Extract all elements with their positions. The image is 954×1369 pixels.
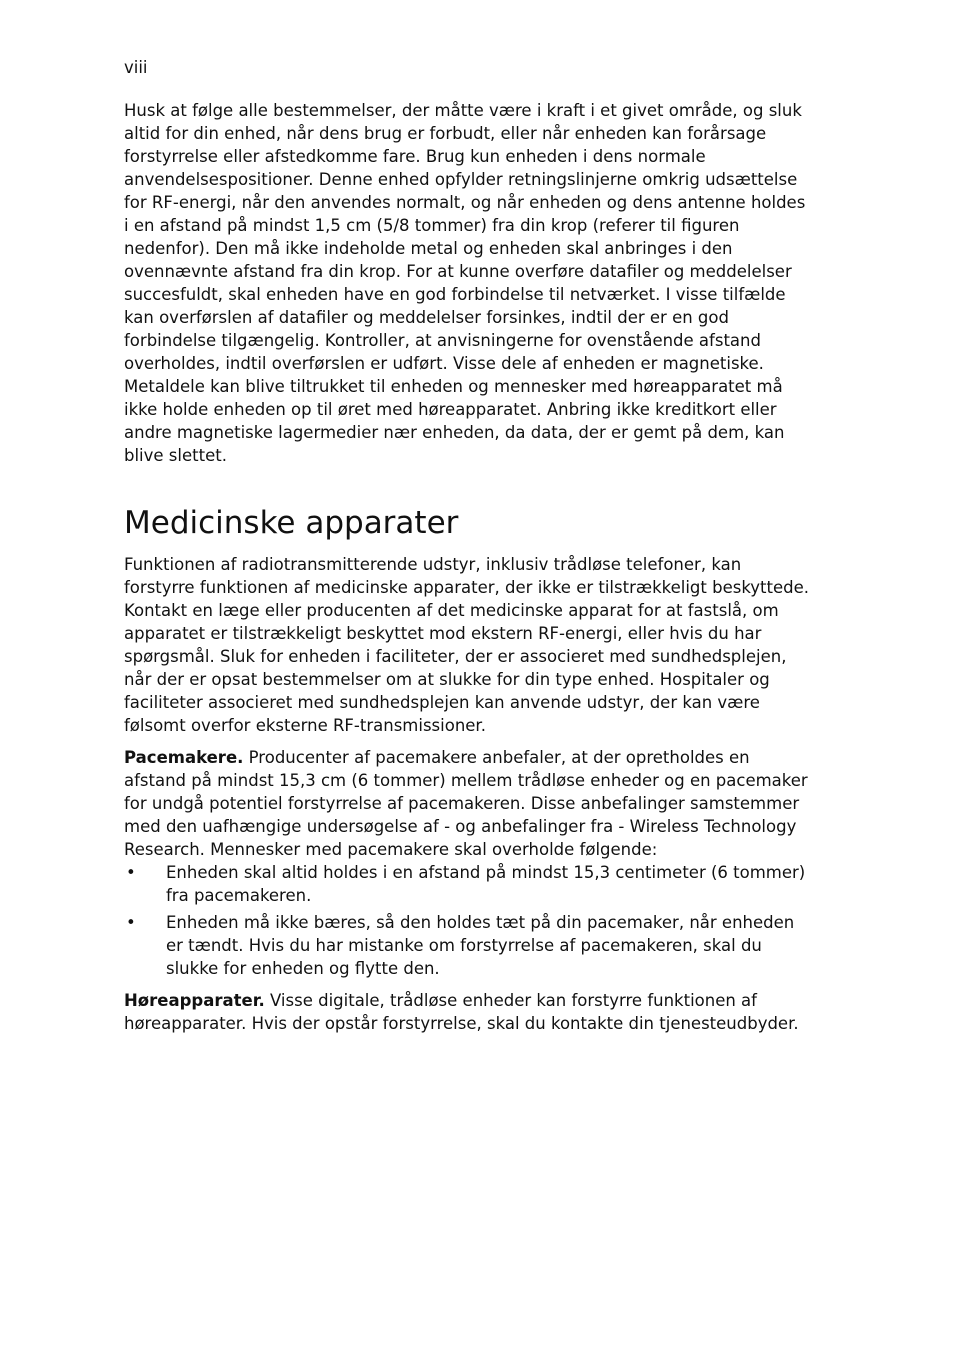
list-item xyxy=(124,861,810,907)
pacemakers-text: Producenter af pacemakere anbefaler, at der opretholdes en afstand på mindst 15,3 cm (6 tommer) mellem trådløse enheder og en pacemaker for undgå potentiel forstyrrelse af pacemakeren. Disse anbefalinger samstemmer med den uafhængige undersøgelse af - og anbefalinger fra - Wireless Technology Research. Mennesker med pacemakere skal overholde følgende: xyxy=(124,748,808,859)
hearing-aids-text: Visse digitale, trådløse enheder kan forstyrre funktionen af høreapparater. Hvis der opstår forstyrrelse, skal du kontakte din tjenesteudbyder. xyxy=(124,991,799,1033)
bullet-text: Enheden må ikke bæres, så den holdes tæt på din pacemaker, når enheden er tændt. Hvis du har mistanke om forstyrrelse af pacemakeren, skal du slukke for enheden og flytte den. xyxy=(166,913,795,978)
bullet-icon: • xyxy=(126,863,136,882)
intro-paragraph: Husk at følge alle bestemmelser, der måtte være i kraft i et givet område, og sluk altid for din enhed, når dens brug er forbudt, eller når enheden kan forårsage forstyrrelse eller afstedkomme fare. Brug kun enheden i dens normale anvendelsespositioner. Denne enhed opfylder retningslinjerne omkrig udsættelse for RF-energi, når den anvendes normalt, og når enheden og dens antenne holdes i en afstand på mindst 1,5 cm (5/8 tommer) fra din krop (referer til figuren nedenfor). Den må ikke indeholde metal og enheden skal anbringes i den ovennævnte afstand fra din krop. For at kunne overføre datafiler og meddelelser succesfuldt, skal enheden have en god forbindelse til netværket. I visse tilfælde kan overførslen af datafiler og meddelelser forsinkes, indtil der er en god forbindelse tilgængelig. Kontroller, at anvisningerne for ovenstående afstand overholdes, indtil overførslen er udført. Visse dele af enheden er magnetiske. Metaldele kan blive tiltrukket til enheden og mennesker med høreapparatet må ikke holde enheden op til øret med høreapparatet. Anbring ikke kreditkort eller andre magnetiske lagermedier nær enheden, da data, der er gemt på dem, kan blive slettet. xyxy=(124,101,806,465)
pacemaker-bullet-list xyxy=(124,861,810,980)
pacemakers-paragraph xyxy=(124,746,810,861)
section-heading: Medicinske apparater xyxy=(124,505,459,541)
page-number: viii xyxy=(124,58,148,77)
medical-devices-paragraph: Funktionen af radiotransmitterende udstyr, inklusiv trådløse telefoner, kan forstyrre funktionen af medicinske apparater, der ikke er tilstrækkeligt beskyttede. Kontakt en læge eller producenten af det medicinske apparat for at fastslå, om apparatet er tilstrækkeligt beskyttet mod ekstern RF-energi, eller hvis du har spørgsmål. Sluk for enheden i faciliteter, der er associeret med sundhedsplejen, når der er opsat bestemmelser om at slukke for din type enhed. Hospitaler og faciliteter associeret med sundhedsplejen kan anvende udstyr, der kan være følsomt overfor eksterne RF-transmissioner. xyxy=(124,555,810,735)
bullet-text: Enheden skal altid holdes i en afstand på mindst 15,3 centimeter (6 tommer) fra pacemakeren. xyxy=(166,863,806,905)
hearing-aids-lead: Høreapparater. xyxy=(124,991,265,1010)
hearing-aids-paragraph xyxy=(124,989,810,1035)
list-item xyxy=(124,911,810,980)
document-page xyxy=(124,56,810,1035)
bullet-icon: • xyxy=(126,913,136,932)
pacemakers-lead: Pacemakere. xyxy=(124,748,244,767)
